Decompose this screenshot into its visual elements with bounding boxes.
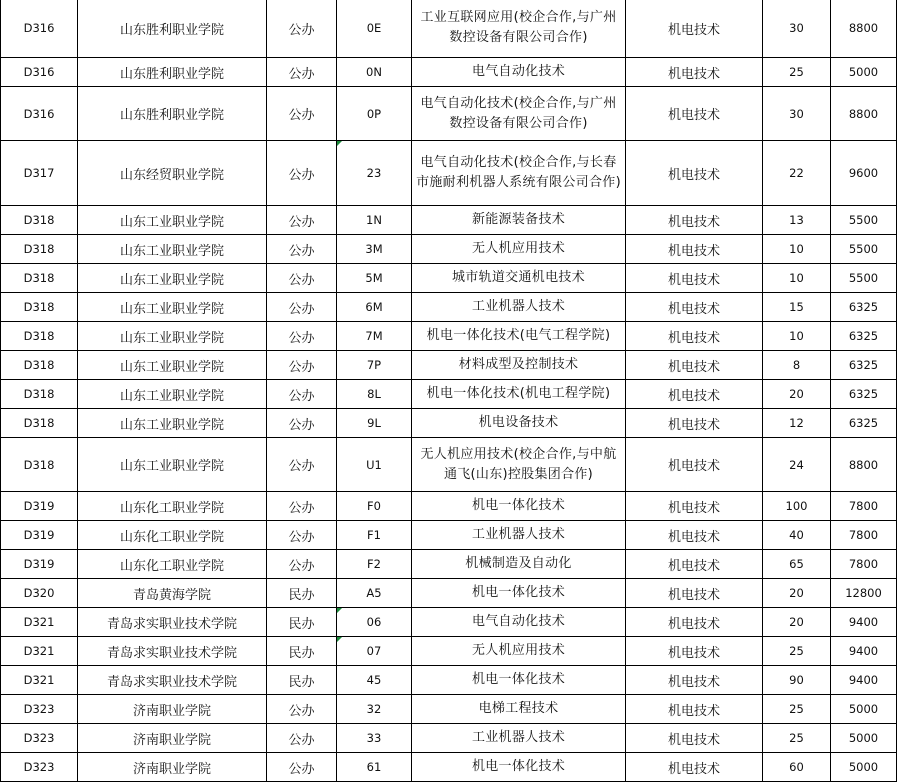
school-name-cell: 山东工业职业学院 [78,322,267,351]
plan-count-cell: 25 [763,695,831,724]
major-name-cell: 工业互联网应用(校企合作,与广州数控设备有限公司合作) [412,0,626,58]
school-type-cell: 民办 [267,666,337,695]
school-type-cell: 公办 [267,550,337,579]
category-cell: 机电技术 [626,87,763,141]
school-type-cell: 公办 [267,293,337,322]
school-type-cell: 公办 [267,492,337,521]
tuition-cell: 9400 [831,637,897,666]
major-code-cell: 7M [337,322,412,351]
school-code-cell: D318 [1,438,78,492]
school-type-cell: 公办 [267,0,337,58]
tuition-cell: 6325 [831,322,897,351]
school-name-cell: 山东胜利职业学院 [78,58,267,87]
category-cell: 机电技术 [626,521,763,550]
school-code-cell: D316 [1,87,78,141]
major-name-cell: 城市轨道交通机电技术 [412,264,626,293]
category-cell: 机电技术 [626,380,763,409]
major-name-cell: 电气自动化技术(校企合作,与广州数控设备有限公司合作) [412,87,626,141]
table-body [1,0,897,782]
plan-count-cell: 10 [763,264,831,293]
major-name-cell: 机电一体化技术 [412,579,626,608]
table-row [1,141,897,206]
major-code-cell: 07 [337,637,412,666]
category-cell: 机电技术 [626,695,763,724]
plan-count-cell: 20 [763,380,831,409]
school-name-cell: 青岛求实职业技术学院 [78,666,267,695]
category-cell: 机电技术 [626,550,763,579]
school-code-cell: D319 [1,550,78,579]
school-type-cell: 民办 [267,608,337,637]
table-row [1,492,897,521]
category-cell: 机电技术 [626,58,763,87]
major-name-cell: 机电一体化技术(机电工程学院) [412,380,626,409]
major-code-cell: F2 [337,550,412,579]
major-code-cell: 61 [337,753,412,782]
major-code-cell: F1 [337,521,412,550]
school-name-cell: 青岛黄海学院 [78,579,267,608]
school-type-cell: 公办 [267,409,337,438]
school-name-cell: 济南职业学院 [78,695,267,724]
tuition-cell: 6325 [831,351,897,380]
table-row [1,724,897,753]
school-type-cell: 公办 [267,235,337,264]
plan-count-cell: 60 [763,753,831,782]
school-code-cell: D319 [1,521,78,550]
major-name-cell: 工业机器人技术 [412,521,626,550]
table-row [1,87,897,141]
major-name-cell: 电气自动化技术 [412,608,626,637]
tuition-cell: 8800 [831,0,897,58]
major-name-cell: 机电一体化技术 [412,753,626,782]
major-code-cell: 5M [337,264,412,293]
major-name-cell: 机电一体化技术(电气工程学院) [412,322,626,351]
major-name-cell: 无人机应用技术 [412,637,626,666]
category-cell: 机电技术 [626,637,763,666]
category-cell: 机电技术 [626,438,763,492]
tuition-cell: 5000 [831,695,897,724]
tuition-cell: 6325 [831,293,897,322]
school-type-cell: 公办 [267,380,337,409]
major-code-cell: 8L [337,380,412,409]
table-row [1,293,897,322]
plan-count-cell: 25 [763,724,831,753]
table-row [1,550,897,579]
major-code-cell: 9L [337,409,412,438]
school-name-cell: 山东工业职业学院 [78,380,267,409]
school-name-cell: 山东化工职业学院 [78,550,267,579]
table-row [1,637,897,666]
major-name-cell: 电气自动化技术 [412,58,626,87]
plan-count-cell: 90 [763,666,831,695]
plan-count-cell: 40 [763,521,831,550]
tuition-cell: 6325 [831,409,897,438]
plan-count-cell: 24 [763,438,831,492]
school-code-cell: D323 [1,753,78,782]
category-cell: 机电技术 [626,264,763,293]
school-name-cell: 山东化工职业学院 [78,492,267,521]
category-cell: 机电技术 [626,608,763,637]
tuition-cell: 7800 [831,550,897,579]
category-cell: 机电技术 [626,322,763,351]
school-type-cell: 公办 [267,264,337,293]
tuition-cell: 8800 [831,87,897,141]
tuition-cell: 9400 [831,666,897,695]
plan-count-cell: 10 [763,235,831,264]
plan-count-cell: 13 [763,206,831,235]
table-row [1,380,897,409]
school-code-cell: D319 [1,492,78,521]
plan-count-cell: 25 [763,637,831,666]
table-row [1,264,897,293]
major-code-cell: 06 [337,608,412,637]
plan-count-cell: 8 [763,351,831,380]
school-type-cell: 公办 [267,438,337,492]
school-code-cell: D318 [1,264,78,293]
major-code-cell: 7P [337,351,412,380]
category-cell: 机电技术 [626,141,763,206]
school-code-cell: D318 [1,322,78,351]
school-type-cell: 公办 [267,87,337,141]
plan-count-cell: 10 [763,322,831,351]
major-name-cell: 工业机器人技术 [412,293,626,322]
school-code-cell: D316 [1,58,78,87]
category-cell: 机电技术 [626,206,763,235]
major-name-cell: 机电一体化技术 [412,492,626,521]
tuition-cell: 6325 [831,380,897,409]
major-name-cell: 材料成型及控制技术 [412,351,626,380]
school-name-cell: 山东工业职业学院 [78,235,267,264]
school-name-cell: 山东工业职业学院 [78,264,267,293]
school-code-cell: D318 [1,409,78,438]
school-code-cell: D321 [1,666,78,695]
category-cell: 机电技术 [626,666,763,695]
school-code-cell: D323 [1,724,78,753]
tuition-cell: 7800 [831,521,897,550]
table-row [1,753,897,782]
school-name-cell: 山东工业职业学院 [78,293,267,322]
tuition-cell: 5000 [831,724,897,753]
table-row [1,666,897,695]
major-code-cell: 33 [337,724,412,753]
category-cell: 机电技术 [626,0,763,58]
school-type-cell: 民办 [267,637,337,666]
school-code-cell: D318 [1,206,78,235]
major-code-cell: 45 [337,666,412,695]
school-name-cell: 山东化工职业学院 [78,521,267,550]
category-cell: 机电技术 [626,235,763,264]
school-type-cell: 公办 [267,322,337,351]
plan-count-cell: 20 [763,608,831,637]
major-code-cell: 32 [337,695,412,724]
major-code-cell: F0 [337,492,412,521]
category-cell: 机电技术 [626,351,763,380]
category-cell: 机电技术 [626,579,763,608]
school-code-cell: D318 [1,235,78,264]
school-code-cell: D323 [1,695,78,724]
major-name-cell: 电梯工程技术 [412,695,626,724]
major-name-cell: 机电设备技术 [412,409,626,438]
school-name-cell: 山东经贸职业学院 [78,141,267,206]
tuition-cell: 7800 [831,492,897,521]
tuition-cell: 9600 [831,141,897,206]
tuition-cell: 8800 [831,438,897,492]
category-cell: 机电技术 [626,293,763,322]
major-code-cell: U1 [337,438,412,492]
school-type-cell: 公办 [267,724,337,753]
school-code-cell: D321 [1,637,78,666]
plan-count-cell: 30 [763,87,831,141]
school-code-cell: D320 [1,579,78,608]
major-code-cell: 23 [337,141,412,206]
table-row [1,695,897,724]
plan-count-cell: 20 [763,579,831,608]
table-row [1,322,897,351]
school-name-cell: 山东工业职业学院 [78,351,267,380]
major-name-cell: 工业机器人技术 [412,724,626,753]
table-row [1,579,897,608]
major-code-cell: 0N [337,58,412,87]
major-name-cell: 机电一体化技术 [412,666,626,695]
table-row [1,0,897,58]
category-cell: 机电技术 [626,753,763,782]
table-row [1,206,897,235]
major-code-cell: 0P [337,87,412,141]
school-name-cell: 山东胜利职业学院 [78,87,267,141]
table-row [1,351,897,380]
school-type-cell: 公办 [267,58,337,87]
major-name-cell: 无人机应用技术(校企合作,与中航通飞(山东)控股集团合作) [412,438,626,492]
major-code-cell: 3M [337,235,412,264]
tuition-cell: 5500 [831,264,897,293]
school-type-cell: 公办 [267,351,337,380]
school-code-cell: D316 [1,0,78,58]
major-code-cell: A5 [337,579,412,608]
table-row [1,409,897,438]
school-name-cell: 青岛求实职业技术学院 [78,637,267,666]
school-code-cell: D318 [1,351,78,380]
table-row [1,521,897,550]
school-code-cell: D321 [1,608,78,637]
tuition-cell: 5000 [831,753,897,782]
school-type-cell: 公办 [267,521,337,550]
major-code-cell: 1N [337,206,412,235]
school-type-cell: 公办 [267,753,337,782]
school-name-cell: 山东工业职业学院 [78,206,267,235]
school-code-cell: D317 [1,141,78,206]
tuition-cell: 5500 [831,235,897,264]
plan-count-cell: 30 [763,0,831,58]
plan-count-cell: 65 [763,550,831,579]
major-name-cell: 新能源装备技术 [412,206,626,235]
table-row [1,608,897,637]
school-code-cell: D318 [1,293,78,322]
tuition-cell: 5500 [831,206,897,235]
plan-count-cell: 22 [763,141,831,206]
school-type-cell: 民办 [267,579,337,608]
table-row [1,438,897,492]
major-code-cell: 0E [337,0,412,58]
tuition-cell: 9400 [831,608,897,637]
school-type-cell: 公办 [267,206,337,235]
school-type-cell: 公办 [267,141,337,206]
tuition-cell: 12800 [831,579,897,608]
major-name-cell: 机械制造及自动化 [412,550,626,579]
category-cell: 机电技术 [626,724,763,753]
school-type-cell: 公办 [267,695,337,724]
category-cell: 机电技术 [626,492,763,521]
table-row [1,235,897,264]
school-name-cell: 济南职业学院 [78,724,267,753]
table-row [1,58,897,87]
school-name-cell: 山东工业职业学院 [78,409,267,438]
school-name-cell: 青岛求实职业技术学院 [78,608,267,637]
plan-count-cell: 12 [763,409,831,438]
plan-count-cell: 100 [763,492,831,521]
tuition-cell: 5000 [831,58,897,87]
school-name-cell: 济南职业学院 [78,753,267,782]
major-name-cell: 电气自动化技术(校企合作,与长春市施耐利机器人系统有限公司合作) [412,141,626,206]
major-code-cell: 6M [337,293,412,322]
category-cell: 机电技术 [626,409,763,438]
school-name-cell: 山东胜利职业学院 [78,0,267,58]
major-name-cell: 无人机应用技术 [412,235,626,264]
plan-count-cell: 25 [763,58,831,87]
plan-count-cell: 15 [763,293,831,322]
school-code-cell: D318 [1,380,78,409]
school-name-cell: 山东工业职业学院 [78,438,267,492]
